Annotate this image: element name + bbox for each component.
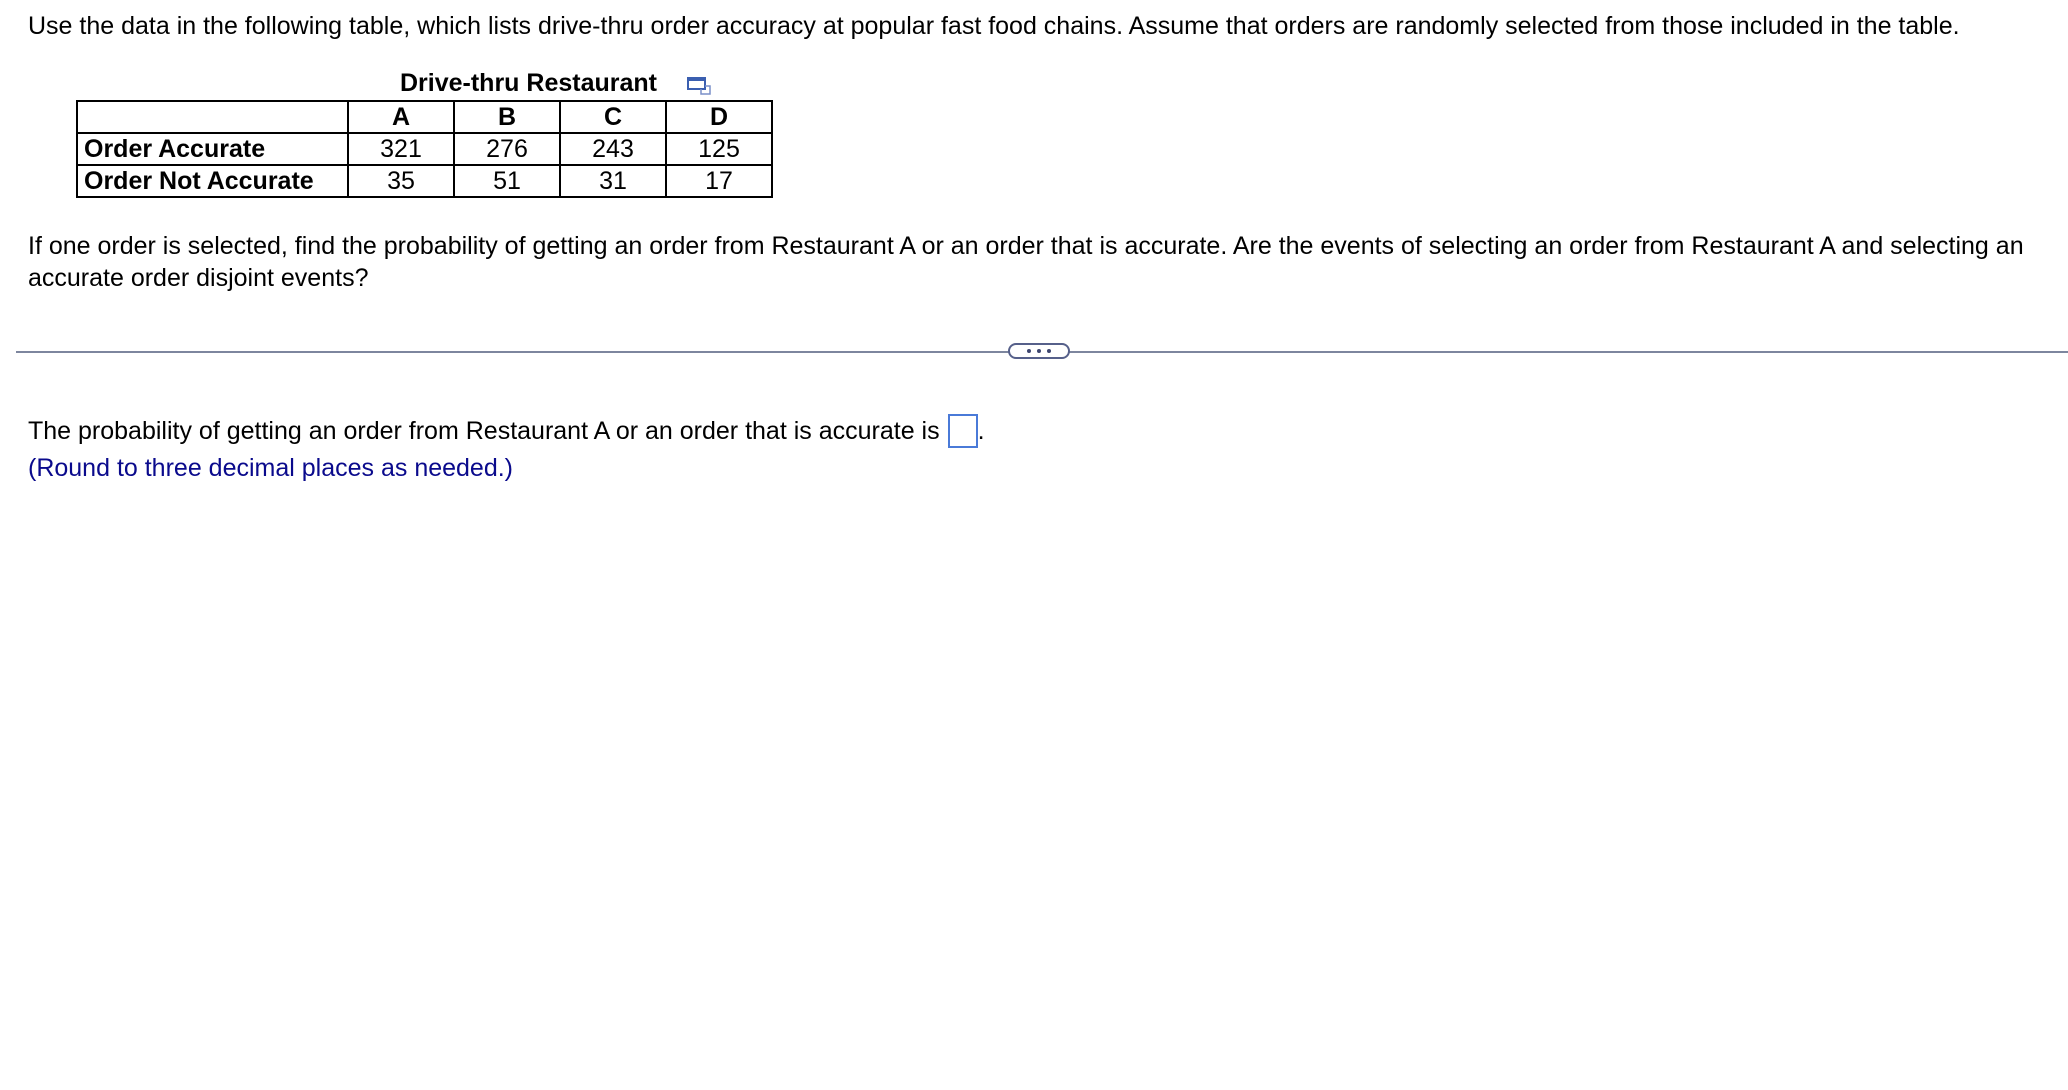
rounding-hint: (Round to three decimal places as needed.) <box>28 454 514 482</box>
question-text <box>28 230 2068 294</box>
probability-answer-input[interactable] <box>948 414 978 448</box>
ellipsis-icon <box>1037 349 1041 353</box>
cell-not-accurate-b: 51 <box>454 165 560 197</box>
restaurant-table <box>76 100 773 198</box>
answer-suffix: . <box>977 417 985 445</box>
intro-text: Use the data in the following table, which lists drive-thru order accuracy at popular fast food chains. Assume that orders are randomly selected from those included in the table. <box>28 12 1960 40</box>
row-label-order-accurate: Order Accurate <box>77 133 348 165</box>
answer-line <box>28 414 985 448</box>
table-title: Drive-thru Restaurant <box>400 69 657 97</box>
question-line-2: accurate order disjoint events? <box>28 264 369 292</box>
expand-more-button[interactable] <box>1008 343 1070 359</box>
cell-not-accurate-c: 31 <box>560 165 666 197</box>
answer-prompt: The probability of getting an order from Restaurant A or an order that is accurate is <box>28 417 940 445</box>
column-header-b: B <box>454 101 560 133</box>
table-row <box>77 165 772 197</box>
row-label-order-not-accurate: Order Not Accurate <box>77 165 348 197</box>
question-line-1: If one order is selected, find the probability of getting an order from Restaurant A or an order that is accurate. Are the events of selecting an order from Restaurant A and selecting an <box>28 232 2024 260</box>
cell-not-accurate-a: 35 <box>348 165 454 197</box>
table-corner-cell <box>77 101 348 133</box>
ellipsis-icon <box>1047 349 1051 353</box>
table-row <box>77 133 772 165</box>
column-header-c: C <box>560 101 666 133</box>
column-header-a: A <box>348 101 454 133</box>
copy-table-icon[interactable] <box>687 76 711 96</box>
table-header-row <box>77 101 772 133</box>
column-header-d: D <box>666 101 772 133</box>
cell-not-accurate-d: 17 <box>666 165 772 197</box>
cell-accurate-b: 276 <box>454 133 560 165</box>
cell-accurate-c: 243 <box>560 133 666 165</box>
cell-accurate-a: 321 <box>348 133 454 165</box>
cell-accurate-d: 125 <box>666 133 772 165</box>
ellipsis-icon <box>1027 349 1031 353</box>
